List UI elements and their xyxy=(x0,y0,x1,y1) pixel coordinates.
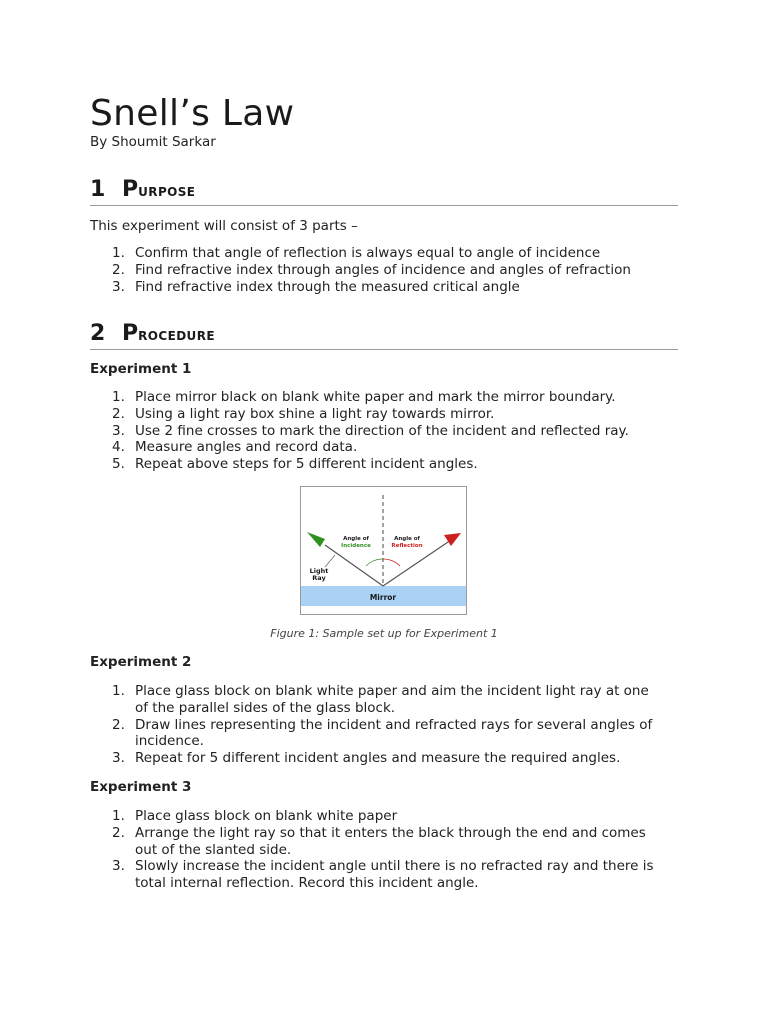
incidence-arc xyxy=(366,559,383,566)
incident-ray xyxy=(325,545,383,586)
reflection-diagram-svg xyxy=(301,487,466,614)
section-number: 2 xyxy=(90,321,106,346)
angle-reflection-label-line2: Reflection xyxy=(391,543,423,549)
experiment-3-title: Experiment 3 xyxy=(90,779,192,795)
list-item: 4. Measure angles and record data. xyxy=(112,439,358,456)
list-item: 2. Draw lines representing the incident and refracted rays for several angles of incidence. xyxy=(112,716,653,750)
list-item: 1. Confirm that angle of reflection is always equal to angle of incidence xyxy=(112,245,601,261)
mirror-label: Mirror xyxy=(369,593,397,602)
section-title-rest: urpose xyxy=(138,181,196,201)
purpose-list xyxy=(90,245,678,295)
reflection-diagram xyxy=(300,486,467,615)
experiment-1-title: Experiment 1 xyxy=(90,361,192,377)
incident-arrow-icon xyxy=(307,532,325,547)
light-ray-label-line1: Light xyxy=(309,567,329,575)
list-item: 3. Find refractive index through the measured critical angle xyxy=(112,278,520,295)
list-item: 1. Place mirror black on blank white paper and mark the mirror boundary. xyxy=(112,389,616,405)
reflection-arc xyxy=(383,559,400,566)
experiment-2-title: Experiment 2 xyxy=(90,654,192,670)
experiment-2-steps xyxy=(90,683,678,767)
section-title-rest: rocedure xyxy=(138,325,215,345)
list-item: 1. Place glass block on blank white paper xyxy=(112,808,398,824)
purpose-intro: This experiment will consist of 3 parts – xyxy=(90,218,358,234)
figure-caption: Figure 1: Sample set up for Experiment 1 xyxy=(270,627,498,640)
reflected-arrow-icon xyxy=(444,533,461,546)
experiment-3-steps xyxy=(90,808,678,892)
list-item: 3. Repeat for 5 different incident angles and measure the required angles. xyxy=(112,750,621,767)
angle-incidence-label-line1: Angle of xyxy=(343,536,369,542)
list-item: 1. Place glass block on blank white paper and aim the incident light ray at one of the parallel sides of the glass block. xyxy=(112,683,649,716)
experiment-1-steps xyxy=(90,389,678,473)
document-author: By Shoumit Sarkar xyxy=(90,134,216,150)
light-ray-pointer xyxy=(325,555,335,567)
list-item: 2. Using a light ray box shine a light ray towards mirror. xyxy=(112,405,495,422)
light-ray-label-line2: Ray xyxy=(312,574,326,582)
section-number: 1 xyxy=(90,177,106,202)
section-heading-purpose xyxy=(90,174,678,206)
section-heading-procedure xyxy=(90,318,678,350)
section-title-initial: P xyxy=(122,177,139,202)
list-item: 2. Arrange the light ray so that it enters the black through the end and comes out of the slanted side. xyxy=(112,824,646,858)
angle-reflection-label-line1: Angle of xyxy=(394,536,420,542)
document-title: Snell’s Law xyxy=(90,93,295,134)
list-item: 2. Find refractive index through angles of incidence and angles of refraction xyxy=(112,261,631,278)
list-item: 3. Slowly increase the incident angle until there is no refracted ray and there is total internal reflection. Record this incident angle. xyxy=(112,858,654,892)
list-item: 5. Repeat above steps for 5 different incident angles. xyxy=(112,456,478,473)
angle-incidence-label-line2: Incidence xyxy=(341,543,371,549)
section-title-initial: P xyxy=(122,321,139,346)
list-item: 3. Use 2 fine crosses to mark the direction of the incident and reflected ray. xyxy=(112,422,629,439)
